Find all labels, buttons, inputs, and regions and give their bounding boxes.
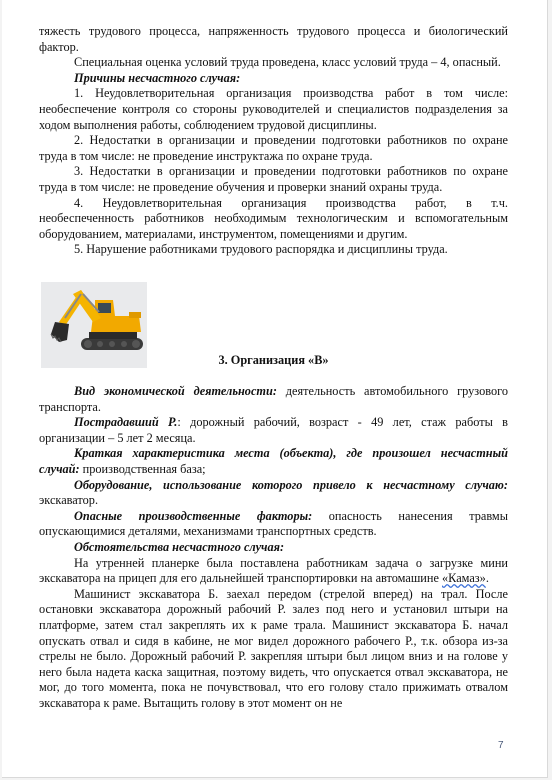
causes-heading: Причины несчастного случая: [74, 70, 241, 85]
cause-item-5: 5. Нарушение работниками трудового распорядка и дисциплины труда. [74, 242, 448, 257]
para1-text: На утренней планерке была поставлена работникам задача о загрузке мини экскаватора на прицеп для его дальнейшей транспортировки на автомашине [39, 555, 508, 586]
bottom-text-block [39, 384, 508, 711]
paragraph-morning-meeting [39, 556, 508, 587]
paragraph-equipment [39, 478, 508, 509]
para1-end: . [485, 571, 489, 586]
paragraph-victim [39, 415, 508, 446]
cause-item-1: 1. Неудовлетворительная организация производства работ в том числе: необеспечение контроля со стороны руководителей и специалистов подразделения за ходом выполнения работы, соблюдением трудовой дисциплины. [39, 86, 508, 132]
kamaz-marked-word: «Камаз» [442, 571, 486, 586]
circumstances-heading: Обстоятельства несчастного случая: [74, 539, 285, 554]
hazards-label: Опасные производственные факторы: [74, 508, 313, 523]
paragraph-hazards [39, 509, 508, 540]
paragraph-place [39, 446, 508, 477]
paragraph-incident: Машинист экскаватора Б. заехал передом (стрелой вперед) на трал. После остановки экскаватора дорожный рабочий Р. залез под него и установил штыри на платформе, затем стал закреплять их к раме трала. Машинист экскаватора Б. начал опускать отвал и сидя в кабине, не мог видел дорожного рабочего Р., т.к. обзора из-за стрелы не было. Дорожный рабочий Р. закрепляя штыри был лицом вниз и на голове у него была надета каска защитная, поэтому видеть, что опускается отвал экскаватора, не мог, до того момента, пока не почувствовал, что его голову стало прижимать отвалом экскаватора к раме. Вытащить голову в этот момент он не [39, 586, 508, 710]
place-label: Краткая характеристика места (объекта), где произошел несчастный случай: [39, 446, 508, 476]
top-text-block [39, 24, 508, 258]
paragraph-special-assessment: Специальная оценка условий труда проведена, класс условий труда – 4, опасный. [74, 55, 501, 70]
document-page [2, 0, 548, 778]
cause-item-4: 4. Неудовлетворительная организация производства работ, в т.ч. необеспеченность работников необходимым технологическим и вспомогательным оборудованием, материалами, инструментом, помещениями и другим. [39, 195, 508, 241]
activity-value: деятельность автомобильного грузового транспорта. [39, 384, 508, 414]
victim-label: Пострадавший Р. [74, 415, 178, 430]
cause-item-2: 2. Недостатки в организации и проведении подготовки работников по охране труда в том числе: не проведение инструктажа по охране труда. [39, 133, 508, 163]
cause-item-3: 3. Недостатки в организации и проведении подготовки работников по охране труда в том числе: не проведение обучения и проверки знаний охраны труда. [39, 164, 508, 194]
victim-value: : дорожный рабочий, возраст - 49 лет, стаж работы в организации – 5 лет 2 месяца. [39, 415, 508, 445]
section-title: 3. Организация «В» [218, 353, 329, 367]
hazards-value: опасность нанесения травмы опускающимися деталями, механизмами транспортных средств. [39, 508, 508, 539]
paragraph-factors: тяжесть трудового процесса, напряженность трудового процесса и биологический фактор. [39, 24, 508, 54]
paragraph-activity [39, 384, 508, 415]
equipment-label: Оборудование, использование которого привело к несчастному случаю: [74, 477, 508, 492]
page-number: 7 [498, 740, 504, 751]
activity-label: Вид экономической деятельности: [74, 384, 277, 398]
equipment-value: экскаватор. [39, 493, 99, 508]
place-value: производственная база; [79, 461, 206, 476]
